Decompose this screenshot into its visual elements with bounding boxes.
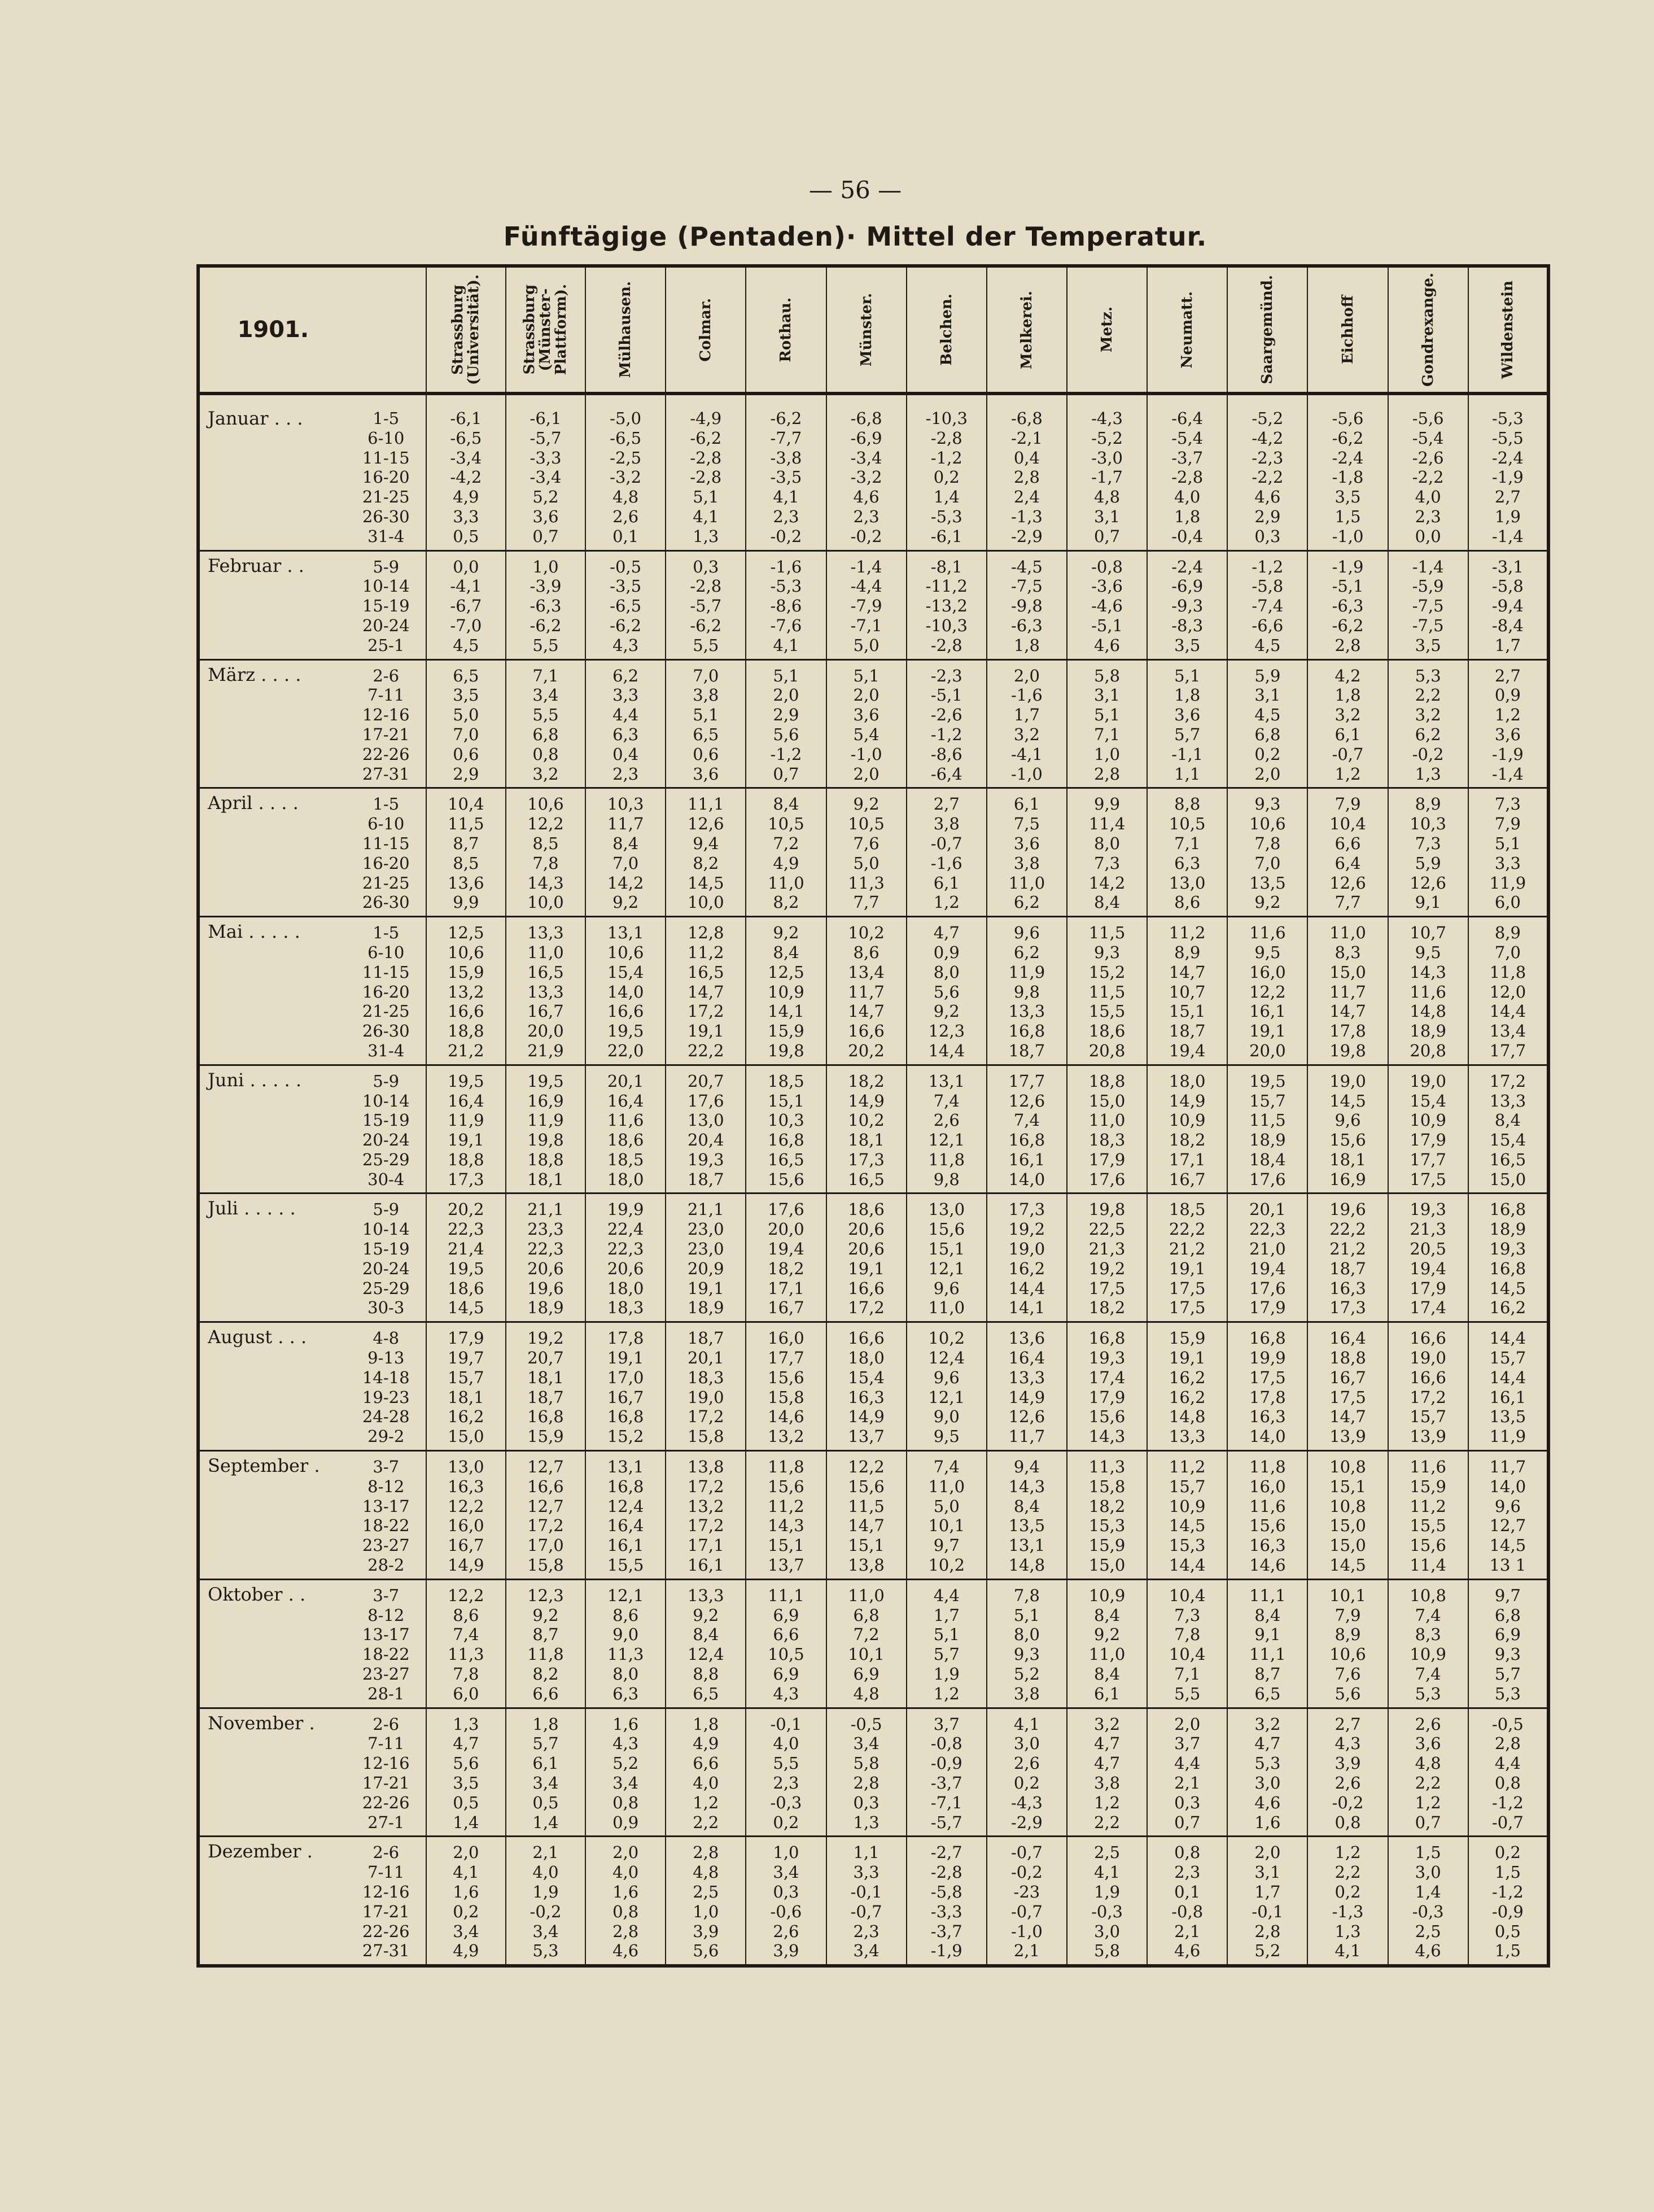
temperature-values: 10,7 9,5 14,3 11,6 14,8 18,9 20,8 [1388,917,1468,1065]
temperature-values: 17,3 19,2 19,0 16,2 14,4 14,1 [987,1194,1067,1322]
pentad-dates: 1-5 6-10 11-15 16-20 21-25 26-30 [347,788,426,917]
month-name: Dezember . [198,1837,347,1966]
temperature-values: 5,8 3,1 5,1 7,1 1,0 2,8 [1067,659,1147,788]
station-header [585,266,666,394]
temperature-values: -0,5 3,4 5,8 2,8 0,3 1,3 [826,1708,907,1837]
temperature-values: 19,9 22,4 22,3 20,6 18,0 18,3 [585,1194,666,1322]
station-header [666,266,746,394]
temperature-values: -1,6 -5,3 -8,6 -7,6 4,1 [746,550,826,659]
temperature-values: 9,9 11,4 8,0 7,3 14,2 8,4 [1067,788,1147,917]
temperature-values: 19,0 15,4 10,9 17,9 17,7 17,5 [1388,1065,1468,1194]
station-name: Eichhoff [1339,295,1357,364]
temperature-values: -6,4 -5,4 -3,7 -2,8 4,0 1,8 -0,4 [1147,394,1227,550]
temperature-values: 11,8 16,0 11,6 15,6 16,3 14,6 [1227,1451,1307,1580]
pentad-dates: 2-6 7-11 12-16 17-21 22-26 27-31 [347,1837,426,1966]
temperature-values: 10,4 11,5 8,7 8,5 13,6 9,9 [426,788,506,917]
temperature-values: 12,2 8,6 7,4 11,3 7,8 6,0 [426,1579,506,1708]
temperature-values: 4,7 0,9 8,0 5,6 9,2 12,3 14,4 [907,917,987,1065]
temperature-values: -1,2 -5,8 -7,4 -6,6 4,5 [1227,550,1307,659]
temperature-values: 17,2 13,3 8,4 15,4 16,5 15,0 [1468,1065,1548,1194]
temperature-values: -4,9 -6,2 -2,8 -2,8 5,1 4,1 1,3 [666,394,746,550]
temperature-values: -1,4 -5,9 -7,5 -7,5 3,5 [1388,550,1468,659]
temperature-values: 10,4 7,3 7,8 10,4 7,1 5,5 [1147,1579,1227,1708]
temperature-values: 11,6 9,5 16,0 12,2 16,1 19,1 20,0 [1227,917,1307,1065]
temperature-values: 19,6 22,2 21,2 18,7 16,3 17,3 [1307,1194,1388,1322]
temperature-values: 13,1 7,4 2,6 12,1 11,8 9,8 [907,1065,987,1194]
station-header [987,266,1067,394]
temperature-values: 16,4 18,8 16,7 17,5 14,7 13,9 [1307,1322,1388,1451]
header-row [198,266,1548,394]
temperature-values: 2,5 4,1 1,9 -0,3 3,0 5,8 [1067,1837,1147,1966]
pentad-header [347,266,426,394]
temperature-values: 7,3 7,9 5,1 3,3 11,9 6,0 [1468,788,1548,917]
temperature-values: 12,7 16,6 12,7 17,2 17,0 15,8 [506,1451,585,1580]
temperature-values: 17,7 12,6 7,4 16,8 16,1 14,0 [987,1065,1067,1194]
temperature-values: 16,6 18,0 15,4 16,3 14,9 13,7 [826,1322,907,1451]
pentad-dates: 3-7 8-12 13-17 18-22 23-27 28-1 [347,1579,426,1708]
temperature-values: 19,5 15,7 11,5 18,9 18,4 17,6 [1227,1065,1307,1194]
temperature-values: 19,8 22,5 21,3 19,2 17,5 18,2 [1067,1194,1147,1322]
temperature-values: -1,9 -5,1 -6,3 -6,2 2,8 [1307,550,1388,659]
temperature-values: 16,0 17,7 15,6 15,8 14,6 13,2 [746,1322,826,1451]
station-header [1468,266,1548,394]
temperature-values: 0,3 -2,8 -5,7 -6,2 5,5 [666,550,746,659]
temperature-values: 11,1 12,6 9,4 8,2 14,5 10,0 [666,788,746,917]
temperature-values: -3,1 -5,8 -9,4 -8,4 1,7 [1468,550,1548,659]
temperature-values: 4,1 3,0 2,6 0,2 -4,3 -2,9 [987,1708,1067,1837]
station-name: Wildenstein [1499,280,1516,379]
temperature-values: -5,6 -6,2 -2,4 -1,8 3,5 1,5 -1,0 [1307,394,1388,550]
temperature-values: 18,5 15,1 10,3 16,8 16,5 15,6 [746,1065,826,1194]
temperature-values: 15,9 19,1 16,2 16,2 14,8 13,3 [1147,1322,1227,1451]
pentad-dates: 2-6 7-11 12-16 17-21 22-26 27-31 [347,659,426,788]
temperature-values: -4,5 -7,5 -9,8 -6,3 1,8 [987,550,1067,659]
temperature-values: 1,5 3,0 1,4 -0,3 2,5 4,6 [1388,1837,1468,1966]
temperature-values: 7,0 3,8 5,1 6,5 0,6 3,6 [666,659,746,788]
temperature-values: 19,5 16,9 11,9 19,8 18,8 18,1 [506,1065,585,1194]
pentad-dates: 4-8 9-13 14-18 19-23 24-28 29-2 [347,1322,426,1451]
month-row [198,1322,1548,1451]
temperature-values: 13,0 16,3 12,2 16,0 16,7 14,9 [426,1451,506,1580]
station-header [1307,266,1388,394]
temperature-values: 3,7 -0,8 -0,9 -3,7 -7,1 -5,7 [907,1708,987,1837]
temperature-values: 7,9 10,4 6,6 6,4 12,6 7,7 [1307,788,1388,917]
temperature-values: 8,9 10,3 7,3 5,9 12,6 9,1 [1388,788,1468,917]
temperature-values: 2,7 3,8 -0,7 -1,6 6,1 1,2 [907,788,987,917]
temperature-values: -6,8 -6,9 -3,4 -3,2 4,6 2,3 -0,2 [826,394,907,550]
temperature-values: 9,6 6,2 11,9 9,8 13,3 16,8 18,7 [987,917,1067,1065]
temperature-values: -0,5 -3,5 -6,5 -6,2 4,3 [585,550,666,659]
temperature-values: 13,3 11,0 16,5 13,3 16,7 20,0 21,9 [506,917,585,1065]
temperature-values: 0,8 2,3 0,1 -0,8 2,1 4,6 [1147,1837,1227,1966]
month-name: April . . . . [198,788,347,917]
temperature-values: -6,1 -5,7 -3,3 -3,4 5,2 3,6 0,7 [506,394,585,550]
temperature-values: 17,8 19,1 17,0 16,7 16,8 15,2 [585,1322,666,1451]
temperature-values: 20,1 16,4 11,6 18,6 18,5 18,0 [585,1065,666,1194]
temperature-values: -5,0 -6,5 -2,5 -3,2 4,8 2,6 0,1 [585,394,666,550]
station-name: Metz. [1099,307,1116,353]
temperature-values: 9,2 8,4 12,5 10,9 14,1 15,9 19,8 [746,917,826,1065]
temperature-values: 1,1 3,3 -0,1 -0,7 2,3 3,4 [826,1837,907,1966]
month-name: September . [198,1451,347,1580]
temperature-values: 18,2 14,9 10,2 18,1 17,3 16,5 [826,1065,907,1194]
temperature-values: 10,8 15,1 10,8 15,0 15,0 14,5 [1307,1451,1388,1580]
temperature-values: -5,2 -4,2 -2,3 -2,2 4,6 2,9 0,3 [1227,394,1307,550]
pentad-dates: 3-7 8-12 13-17 18-22 23-27 28-2 [347,1451,426,1580]
temperature-values: -6,8 -2,1 0,4 2,8 2,4 -1,3 -2,9 [987,394,1067,550]
temperature-values: 1,3 4,7 5,6 3,5 0,5 1,4 [426,1708,506,1837]
station-name: Rothau. [777,297,795,362]
temperature-values: 18,5 22,2 21,2 19,1 17,5 17,5 [1147,1194,1227,1322]
temperature-values: 8,8 10,5 7,1 6,3 13,0 8,6 [1147,788,1227,917]
temperature-values: 0,0 -4,1 -6,7 -7,0 4,5 [426,550,506,659]
temperature-values: 12,1 8,6 9,0 11,3 8,0 6,3 [585,1579,666,1708]
month-name: Februar . . [198,550,347,659]
temperature-values: 1,0 -3,9 -6,3 -6,2 5,5 [506,550,585,659]
temperature-values: 2,7 4,3 3,9 2,6 -0,2 0,8 [1307,1708,1388,1837]
temperature-values: 13,8 17,2 13,2 17,2 17,1 16,1 [666,1451,746,1580]
temperature-values: -5,6 -5,4 -2,6 -2,2 4,0 2,3 0,0 [1388,394,1468,550]
station-header [746,266,826,394]
month-name: Januar . . . [208,408,303,429]
temperature-values: 12,2 15,6 11,5 14,7 15,1 13,8 [826,1451,907,1580]
month-name: August . . . [198,1322,347,1451]
temperature-values: 16,8 19,3 17,4 17,9 15,6 14,3 [1067,1322,1147,1451]
station-name: Melkerei. [1018,290,1035,369]
pentad-dates: 2-6 7-11 12-16 17-21 22-26 27-1 [347,1708,426,1837]
temperature-values: 2,0 4,0 1,6 0,8 2,8 4,6 [585,1837,666,1966]
temperature-values: -0,7 -0,2 -23 -0,7 -1,0 2,1 [987,1837,1067,1966]
temperature-values: 2,0 3,7 4,4 2,1 0,3 0,7 [1147,1708,1227,1837]
temperature-values: 9,7 6,8 6,9 9,3 5,7 5,3 [1468,1579,1548,1708]
temperature-values: 2,1 4,0 1,9 -0,2 3,4 5,3 [506,1837,585,1966]
station-name: Saargemünd. [1259,275,1276,384]
pentad-dates: 5-9 10-14 15-19 20-24 25-29 30-4 [347,1065,426,1194]
temperature-values: 21,1 23,3 22,3 20,6 19,6 18,9 [506,1194,585,1322]
temperature-table [196,264,1550,1968]
temperature-values: 8,9 7,0 11,8 12,0 14,4 13,4 17,7 [1468,917,1548,1065]
temperature-values: 9,4 14,3 8,4 13,5 13,1 14,8 [987,1451,1067,1580]
temperature-values: -5,3 -5,5 -2,4 -1,9 2,7 1,9 -1,4 [1468,394,1548,550]
temperature-values: 10,6 12,2 8,5 7,8 14,3 10,0 [506,788,585,917]
month-name: Juni . . . . . [198,1065,347,1194]
temperature-values: 18,8 15,0 11,0 18,3 17,9 17,6 [1067,1065,1147,1194]
temperature-values: -0,5 2,8 4,4 0,8 -1,2 -0,7 [1468,1708,1548,1837]
month-row [198,788,1548,917]
month-row [198,659,1548,788]
station-header [1067,266,1147,394]
temperature-values: 1,0 3,4 0,3 -0,6 2,6 3,9 [746,1837,826,1966]
temperature-values: 11,1 6,9 6,6 10,5 6,9 4,3 [746,1579,826,1708]
temperature-values: 9,3 10,6 7,8 7,0 13,5 9,2 [1227,788,1307,917]
temperature-values: 7,1 3,4 5,5 6,8 0,8 3,2 [506,659,585,788]
temperature-values: 1,2 2,2 0,2 -1,3 1,3 4,1 [1307,1837,1388,1966]
temperature-values: 10,9 8,4 9,2 11,0 8,4 6,1 [1067,1579,1147,1708]
month-name: November . [198,1708,347,1837]
pentad-dates: 1-5 6-10 11-15 16-20 21-25 26-30 31-4 [362,409,410,546]
temperature-values: -4,3 -5,2 -3,0 -1,7 4,8 3,1 0,7 [1067,394,1147,550]
temperature-values: 5,1 2,0 3,6 5,4 -1,0 2,0 [826,659,907,788]
station-name: Strassburg (Münster- Plattform). [521,284,570,375]
temperature-values: 2,0 4,1 1,6 0,2 3,4 4,9 [426,1837,506,1966]
temperature-values: 11,2 15,7 10,9 14,5 15,3 14,4 [1147,1451,1227,1580]
year-header: 1901. [198,266,347,394]
temperature-values: 2,0 3,1 1,7 -0,1 2,8 5,2 [1227,1837,1307,1966]
station-header [826,266,907,394]
temperature-values: 10,2 12,4 9,6 12,1 9,0 9,5 [907,1322,987,1451]
temperature-values: 17,6 20,0 19,4 18,2 17,1 16,7 [746,1194,826,1322]
temperature-values: 20,2 22,3 21,4 19,5 18,6 14,5 [426,1194,506,1322]
temperature-values: 3,2 4,7 4,7 3,8 1,2 2,2 [1067,1708,1147,1837]
temperature-values: 11,0 6,8 7,2 10,1 6,9 4,8 [826,1579,907,1708]
temperature-values: 5,3 2,2 3,2 6,2 -0,2 1,3 [1388,659,1468,788]
temperature-values: 0,2 1,5 -1,2 -0,9 0,5 1,5 [1468,1837,1548,1966]
temperature-values: 10,3 11,7 8,4 7,0 14,2 9,2 [585,788,666,917]
temperature-values: 18,0 14,9 10,9 18,2 17,1 16,7 [1147,1065,1227,1194]
temperature-values: 6,2 3,3 4,4 6,3 0,4 2,3 [585,659,666,788]
temperature-values: -10,3 -2,8 -1,2 0,2 1,4 -5,3 -6,1 [907,394,987,550]
temperature-values: 14,4 15,7 14,4 16,1 13,5 11,9 [1468,1322,1548,1451]
temperature-values: 11,7 14,0 9,6 12,7 14,5 13 1 [1468,1451,1548,1580]
temperature-values: 11,6 15,9 11,2 15,5 15,6 11,4 [1388,1451,1468,1580]
temperature-values: 5,1 2,0 2,9 5,6 -1,2 0,7 [746,659,826,788]
temperature-values: 2,8 4,8 2,5 1,0 3,9 5,6 [666,1837,746,1966]
temperature-values: 2,7 0,9 1,2 3,6 -1,9 -1,4 [1468,659,1548,788]
temperature-values: 12,8 11,2 16,5 14,7 17,2 19,1 22,2 [666,917,746,1065]
temperature-values: 5,1 1,8 3,6 5,7 -1,1 1,1 [1147,659,1227,788]
station-header [907,266,987,394]
station-header [1227,266,1307,394]
temperature-values: 11,1 8,4 9,1 11,1 8,7 6,5 [1227,1579,1307,1708]
month-row [198,394,1548,550]
temperature-values: 1,8 5,7 6,1 3,4 0,5 1,4 [506,1708,585,1837]
temperature-values: 11,3 15,8 18,2 15,3 15,9 15,0 [1067,1451,1147,1580]
month-name: Oktober . . [198,1579,347,1708]
temperature-values: 19,5 16,4 11,9 19,1 18,8 17,3 [426,1065,506,1194]
month-row [198,1708,1548,1837]
temperature-values: -8,1 -11,2 -13,2 -10,3 -2,8 [907,550,987,659]
month-row [198,1837,1548,1966]
temperature-values: 16,8 19,9 17,5 17,8 16,3 14,0 [1227,1322,1307,1451]
pentad-dates: 5-9 10-14 15-19 20-24 25-29 30-3 [347,1194,426,1322]
temperature-values: 6,5 3,5 5,0 7,0 0,6 2,9 [426,659,506,788]
station-name: Mülhausen. [617,281,635,378]
month-row [198,1579,1548,1708]
temperature-values: 7,4 11,0 5,0 10,1 9,7 10,2 [907,1451,987,1580]
station-name: Neumatt. [1179,291,1196,369]
month-name: März . . . . [198,659,347,788]
temperature-values: 6,1 7,5 3,6 3,8 11,0 6,2 [987,788,1067,917]
temperature-values: 20,1 22,3 21,0 19,4 17,6 17,9 [1227,1194,1307,1322]
month-name: Mai . . . . . [198,917,347,1065]
temperature-values: 20,7 17,6 13,0 20,4 19,3 18,7 [666,1065,746,1194]
month-row [198,1065,1548,1194]
temperature-values: -2,4 -6,9 -9,3 -8,3 3,5 [1147,550,1227,659]
temperature-values: 4,4 1,7 5,1 5,7 1,9 1,2 [907,1579,987,1708]
temperature-values: 21,1 23,0 23,0 20,9 19,1 18,9 [666,1194,746,1322]
station-header [1388,266,1468,394]
temperature-values: -0,1 4,0 5,5 2,3 -0,3 0,2 [746,1708,826,1837]
temperature-values: 3,2 4,7 5,3 3,0 4,6 1,6 [1227,1708,1307,1837]
temperature-values: 12,3 9,2 8,7 11,8 8,2 6,6 [506,1579,585,1708]
pentad-dates: 1-5 6-10 11-15 16-20 21-25 26-30 31-4 [347,917,426,1065]
month-row [198,1451,1548,1580]
temperature-values: 11,0 8,3 15,0 11,7 14,7 17,8 19,8 [1307,917,1388,1065]
temperature-values: 10,2 8,6 13,4 11,7 14,7 16,6 20,2 [826,917,907,1065]
temperature-values: 12,5 10,6 15,9 13,2 16,6 18,8 21,2 [426,917,506,1065]
month-name: Juli . . . . . [198,1194,347,1322]
temperature-values: 1,6 4,3 5,2 3,4 0,8 0,9 [585,1708,666,1837]
temperature-values: 16,6 19,0 16,6 17,2 15,7 13,9 [1388,1322,1468,1451]
station-header [426,266,506,394]
temperature-values: 10,8 7,4 8,3 10,9 7,4 5,3 [1388,1579,1468,1708]
station-name: Münster. [857,292,875,367]
temperature-values: 19,3 21,3 20,5 19,4 17,9 17,4 [1388,1194,1468,1322]
temperature-values: 13,3 9,2 8,4 12,4 8,8 6,5 [666,1579,746,1708]
temperature-values: 10,1 7,9 8,9 10,6 7,6 5,6 [1307,1579,1388,1708]
temperature-values: 9,2 10,5 7,6 5,0 11,3 7,7 [826,788,907,917]
temperature-values: 7,8 5,1 8,0 9,3 5,2 3,8 [987,1579,1067,1708]
temperature-values: 1,8 4,9 6,6 4,0 1,2 2,2 [666,1708,746,1837]
temperature-values: -1,4 -4,4 -7,9 -7,1 5,0 [826,550,907,659]
station-header [1147,266,1227,394]
temperature-values: 17,9 19,7 15,7 18,1 16,2 15,0 [426,1322,506,1451]
station-name: Strassburg (Universität). [449,274,483,385]
month-row [198,917,1548,1065]
temperature-values: 11,5 9,3 15,2 11,5 15,5 18,6 20,8 [1067,917,1147,1065]
station-name: Gondrexange. [1419,273,1437,387]
temperature-values: 18,7 20,1 18,3 19,0 17,2 15,8 [666,1322,746,1451]
month-row [198,550,1548,659]
temperature-values: 11,8 15,6 11,2 14,3 15,1 13,7 [746,1451,826,1580]
temperature-values: -6,1 -6,5 -3,4 -4,2 4,9 3,3 0,5 [426,394,506,550]
temperature-values: -0,8 -3,6 -4,6 -5,1 4,6 [1067,550,1147,659]
temperature-values: 19,0 14,5 9,6 15,6 18,1 16,9 [1307,1065,1388,1194]
pentad-dates: 5-9 10-14 15-19 20-24 25-1 [347,550,426,659]
temperature-values: 19,2 20,7 18,1 18,7 16,8 15,9 [506,1322,585,1451]
temperature-values: 13,0 15,6 15,1 12,1 9,6 11,0 [907,1194,987,1322]
temperature-values: 16,8 18,9 19,3 16,8 14,5 16,2 [1468,1194,1548,1322]
station-name: Colmar. [697,298,715,362]
temperature-values: 13,6 16,4 13,3 14,9 12,6 11,7 [987,1322,1067,1451]
station-header [506,266,585,394]
temperature-values: -6,2 -7,7 -3,8 -3,5 4,1 2,3 -0,2 [746,394,826,550]
temperature-values: 18,6 20,6 20,6 19,1 16,6 17,2 [826,1194,907,1322]
temperature-values: 5,9 3,1 4,5 6,8 0,2 2,0 [1227,659,1307,788]
temperature-values: 13,1 10,6 15,4 14,0 16,6 19,5 22,0 [585,917,666,1065]
month-row [198,1194,1548,1322]
page-number: — 56 — [808,176,902,204]
station-name: Belchen. [938,294,955,366]
temperature-values: 4,2 1,8 3,2 6,1 -0,7 1,2 [1307,659,1388,788]
temperature-values: 13,1 16,8 12,4 16,4 16,1 15,5 [585,1451,666,1580]
temperature-values: -2,7 -2,8 -5,8 -3,3 -3,7 -1,9 [907,1837,987,1966]
temperature-values: 8,4 10,5 7,2 4,9 11,0 8,2 [746,788,826,917]
temperature-values: 2,6 3,6 4,8 2,2 1,2 0,7 [1388,1708,1468,1837]
temperature-values: 11,2 8,9 14,7 10,7 15,1 18,7 19,4 [1147,917,1227,1065]
temperature-values: 2,0 -1,6 1,7 3,2 -4,1 -1,0 [987,659,1067,788]
temperature-values: -2,3 -5,1 -2,6 -1,2 -8,6 -6,4 [907,659,987,788]
page-title: Fünftägige (Pentaden)· Mittel der Temperatur. [503,221,1207,252]
